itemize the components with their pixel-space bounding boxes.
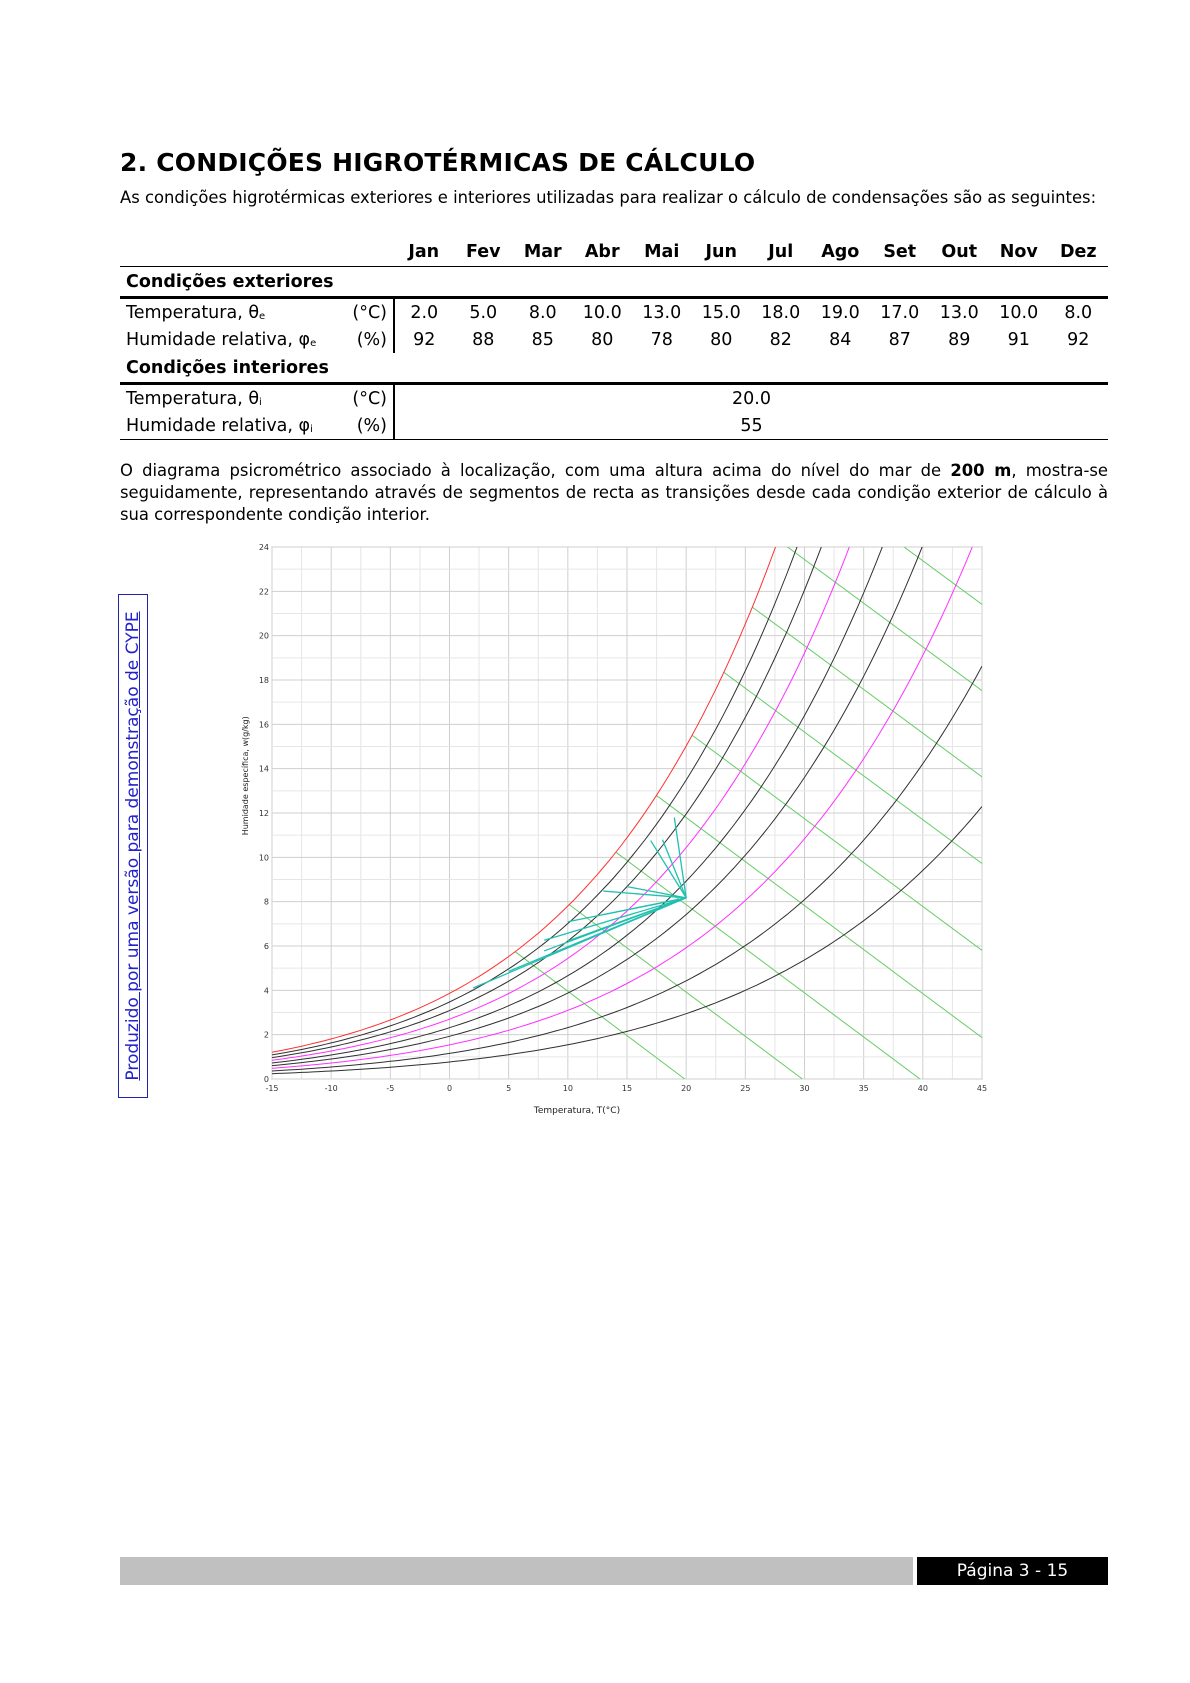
months-header-row <box>120 238 1108 267</box>
ext-temp-value: 19.0 <box>820 302 860 323</box>
int-temp-unit: (°C) <box>344 384 394 413</box>
intro-paragraph: As condições higrotérmicas exteriores e interiores utilizadas para realizar o cálculo de condensações são as seguintes: <box>120 188 1097 207</box>
x-tick-label: 45 <box>976 1084 988 1093</box>
page-number: Página 3 - 15 <box>917 1557 1108 1585</box>
y-tick-label: 4 <box>263 986 269 996</box>
ext-hum-value: 80 <box>591 329 614 350</box>
ext-temp-value: 2.0 <box>410 302 439 323</box>
month-header-mar: Mar <box>513 238 573 267</box>
hygrothermal-conditions-table <box>120 238 1108 440</box>
ext-hum-unit: (%) <box>344 326 394 353</box>
month-header-nov: Nov <box>989 238 1049 267</box>
ext-hum-value: 85 <box>531 329 554 350</box>
ext-hum-label: Humidade relativa, φe <box>126 329 317 350</box>
ext-temp-value: 13.0 <box>642 302 682 323</box>
ext-temp-value: 10.0 <box>999 302 1039 323</box>
month-header-jan: Jan <box>394 238 454 267</box>
y-axis-label: Humidade específica, w(g/kg) <box>241 716 250 836</box>
y-tick-label: 0 <box>263 1075 269 1084</box>
y-tick-label: 22 <box>258 587 269 597</box>
month-header-dez: Dez <box>1049 238 1109 267</box>
x-tick-label: 20 <box>681 1084 692 1093</box>
x-tick-label: -5 <box>386 1084 395 1093</box>
exterior-section-row <box>120 267 1108 298</box>
y-tick-label: 18 <box>258 676 269 685</box>
y-tick-label: 24 <box>258 543 269 552</box>
y-tick-label: 20 <box>258 631 269 641</box>
y-tick-label: 10 <box>258 853 269 863</box>
y-tick-label: 12 <box>258 809 269 818</box>
ext-temp-value: 8.0 <box>528 302 557 323</box>
month-header-jul: Jul <box>751 238 811 267</box>
ext-hum-value: 88 <box>472 329 495 350</box>
x-tick-label: -10 <box>324 1084 338 1093</box>
ext-temp-value: 8.0 <box>1064 302 1093 323</box>
x-tick-label: 5 <box>506 1084 512 1093</box>
month-header-out: Out <box>930 238 990 267</box>
x-tick-label: 0 <box>446 1084 453 1093</box>
int-temp-value: 20.0 <box>732 388 771 409</box>
psychrometric-chart <box>230 535 990 1120</box>
y-tick-label: 2 <box>263 1030 269 1040</box>
interior-section-row <box>120 353 1108 384</box>
ext-hum-value: 80 <box>710 329 733 350</box>
demo-watermark <box>118 594 148 1098</box>
x-tick-label: 10 <box>562 1084 573 1093</box>
ext-hum-value: 84 <box>829 329 852 350</box>
y-tick-label: 6 <box>263 942 269 951</box>
y-tick-label: 14 <box>258 764 269 774</box>
interior-temperature-row <box>120 384 1108 413</box>
ext-hum-value: 87 <box>888 329 911 350</box>
month-header-abr: Abr <box>573 238 633 267</box>
altitude-value: 200 m <box>950 461 1012 480</box>
month-header-ago: Ago <box>811 238 871 267</box>
ext-temp-value: 17.0 <box>880 302 920 323</box>
ext-hum-value: 89 <box>948 329 971 350</box>
x-tick-label: 40 <box>917 1084 928 1093</box>
diagram-description-paragraph: O diagrama psicrométrico associado à localização, com uma altura acima do nível do mar de 200 m, mostra-se seguidamente, representando através de segmentos de recta as transições desde cada condição exterior de cálculo à sua correspondente condição interior. <box>120 461 1109 524</box>
x-tick-label: -15 <box>265 1084 279 1093</box>
ext-hum-value: 78 <box>650 329 673 350</box>
ext-hum-value: 82 <box>769 329 792 350</box>
ext-temp-label: Temperatura, θe <box>126 302 266 323</box>
ext-hum-value: 92 <box>1067 329 1090 350</box>
exterior-section-title: Condições exteriores <box>120 267 1108 298</box>
x-tick-label: 25 <box>740 1084 751 1093</box>
footer-bar <box>120 1557 913 1585</box>
ext-temp-value: 5.0 <box>469 302 498 323</box>
ext-temp-unit: (°C) <box>344 298 394 327</box>
int-temp-label: Temperatura, θi <box>126 388 262 409</box>
int-hum-unit: (%) <box>344 412 394 440</box>
y-tick-label: 8 <box>263 897 269 907</box>
interior-humidity-row <box>120 412 1108 440</box>
ext-temp-value: 13.0 <box>939 302 979 323</box>
month-header-mai: Mai <box>632 238 692 267</box>
int-hum-label: Humidade relativa, φi <box>120 412 344 440</box>
ext-temp-value: 15.0 <box>701 302 741 323</box>
month-header-jun: Jun <box>692 238 752 267</box>
ext-hum-value: 91 <box>1007 329 1030 350</box>
x-tick-label: 35 <box>858 1084 869 1093</box>
ext-temp-value: 10.0 <box>582 302 622 323</box>
ext-hum-value: 92 <box>413 329 436 350</box>
month-header-fev: Fev <box>454 238 514 267</box>
ext-temp-value: 18.0 <box>761 302 801 323</box>
y-tick-label: 16 <box>258 720 269 730</box>
int-hum-value: 55 <box>394 412 1108 440</box>
section-heading: 2. CONDIÇÕES HIGROTÉRMICAS DE CÁLCULO <box>120 148 756 177</box>
x-tick-label: 15 <box>621 1084 633 1093</box>
month-header-set: Set <box>870 238 930 267</box>
exterior-temperature-row <box>120 298 1108 327</box>
watermark-text: Produzido por uma versão para demonstração de CYPE <box>123 611 143 1081</box>
x-tick-label: 30 <box>799 1084 810 1093</box>
x-axis-label: Temperatura, T(°C) <box>533 1106 621 1116</box>
interior-section-title: Condições interiores <box>120 353 1108 384</box>
exterior-humidity-row <box>120 326 1108 353</box>
